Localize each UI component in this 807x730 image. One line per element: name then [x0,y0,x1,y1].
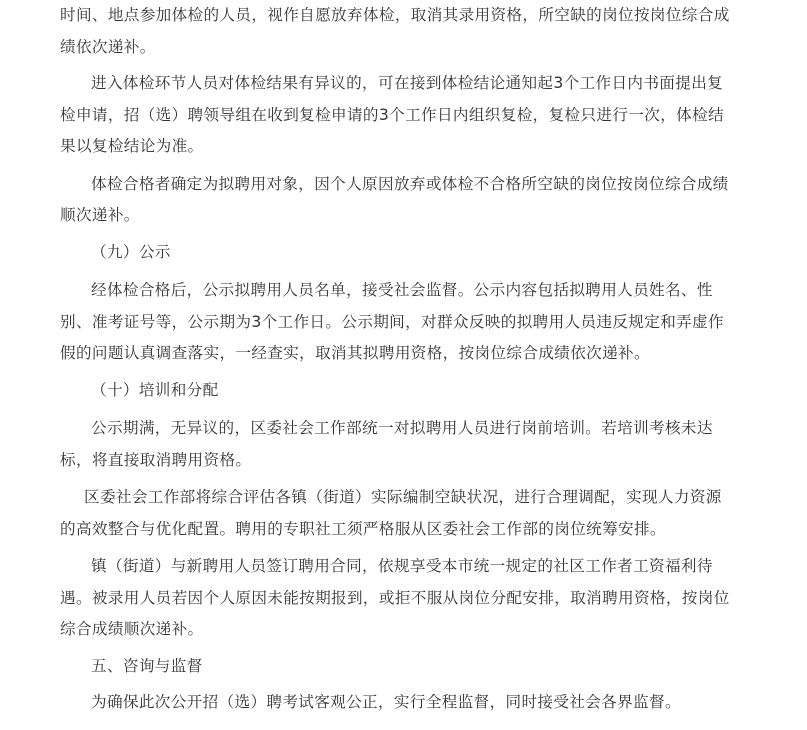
text-line: 果以复检结论为准。 [60,137,204,155]
paragraph-first-line: 经体检合格后，公示拟聘用人员名单，接受社会监督。公示内容包括拟聘用人员姓名、性 [91,281,713,299]
text-line: 别、准考证号等，公示期为3个工作日。公示期间，对群众反映的拟聘用人员违反规定和弄虚作 [60,313,724,331]
paragraph-first-line: 区委社会工作部将综合评估各镇（街道）实际编制空缺状况，进行合理调配，实现人力资源 [84,488,722,506]
text-line: 遇。被录用人员若因个人原因未能按期报到，或拒不服从岗位分配安排，取消聘用资格，按岗位 [60,589,730,607]
text-line: 标，将直接取消聘用资格。 [60,451,252,469]
paragraph-first-line: 公示期满，无异议的，区委社会工作部统一对拟聘用人员进行岗前培训。若培训考核未达 [91,419,713,437]
text-line: 顺次递补。 [60,206,140,224]
section-heading-publicity: （九）公示 [91,243,171,261]
paragraph-first-line: 进入体检环节人员对体检结果有异议的，可在接到体检结论通知起3个工作日内书面提出复 [91,74,724,92]
section-heading-training: （十）培训和分配 [91,381,219,399]
section-heading-consult: 五、咨询与监督 [91,657,203,675]
paragraph-first-line: 为确保此次公开招（选）聘考试客观公正，实行全程监督，同时接受社会各界监督。 [91,693,681,711]
paragraph-first-line: 镇（街道）与新聘用人员签订聘用合同，依规享受本市统一规定的社区工作者工资福利待 [91,557,713,575]
text-line: 综合成绩顺次递补。 [60,620,204,638]
text-line: 绩依次递补。 [60,38,156,56]
text-line: 的高效整合与优化配置。聘用的专职社工须严格服从区委社会工作部的岗位统筹安排。 [60,520,666,538]
text-line: 时间、地点参加体检的人员，视作自愿放弃体检，取消其录用资格，所空缺的岗位按岗位综合成 [60,6,730,24]
text-line: 检申请，招（选）聘领导组在收到复检申请的3个工作日内组织复检，复检只进行一次，体检结 [60,106,724,124]
text-line: 假的问题认真调查落实，一经查实，取消其拟聘用资格，按岗位综合成绩依次递补。 [60,344,650,362]
paragraph-first-line: 体检合格者确定为拟聘用对象，因个人原因放弃或体检不合格所空缺的岗位按岗位综合成绩 [91,175,729,193]
